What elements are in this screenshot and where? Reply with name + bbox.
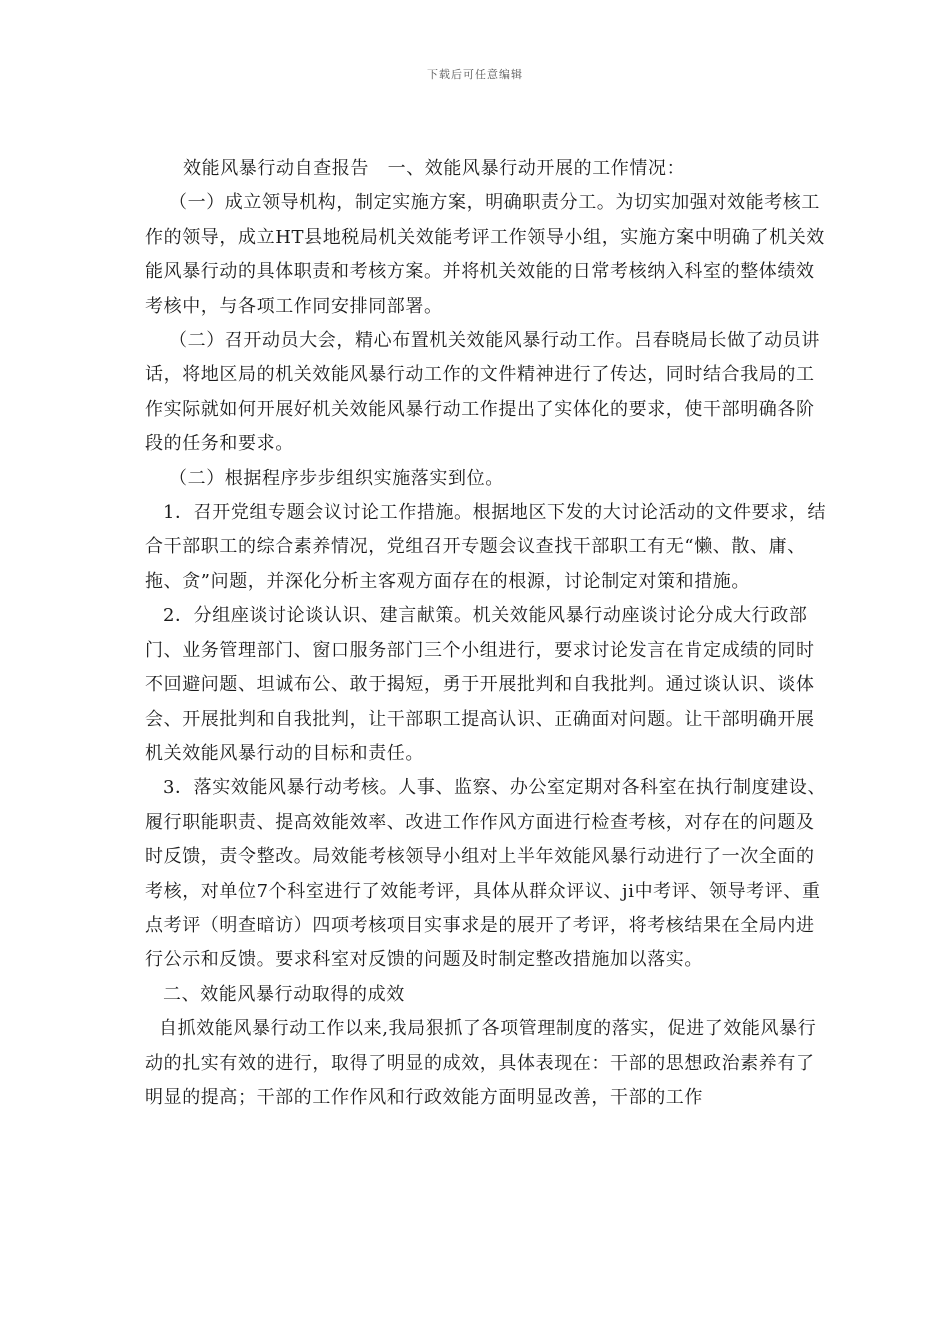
paragraph-2: （二）召开动员大会，精心布置机关效能风暴行动工作。吕春晓局长做了动员讲话，将地区局的机关效能风暴行动工作的文件精神进行了传达，同时结合我局的工作实际就如何开展好机关效能风暴行动工作提出了实体化的要求，使干部明确各阶段的任务和要求。 [145,330,820,455]
document-title-line: 效能风暴行动自查报告 一、效能风暴行动开展的工作情况： [183,158,686,179]
paragraph-7: 自抓效能风暴行动工作以来,我局狠抓了各项管理制度的落实，促进了效能风暴行动的扎实有效的进行，取得了明显的成效，具体表现在：干部的思想政治素养有了明显的提高；干部的工作作风和行政效能方面明显改善，干部的工作 [145,1018,817,1108]
paragraph-3: （二）根据程序步步组织实施落实到位。 [169,467,504,489]
paragraph-1: （一）成立领导机构，制定实施方案，明确职责分工。为切实加强对效能考核工作的领导，成立HT县地税局机关效能考评工作领导小组，实施方案中明确了机关效能风暴行动的具体职责和考核方案。并将机关效能的日常考核纳入科室的整体绩效考核中，与各项工作同安排同部署。 [145,192,825,317]
header-note: 下载后可任意编辑 [427,68,523,81]
section-heading-2: 二、效能风暴行动取得的成效 [163,983,405,1005]
paragraph-6: 3．落实效能风暴行动考核。人事、监察、办公室定期对各科室在执行制度建设、履行职能职责、提高效能效率、改进工作作风方面进行检查考核，对存在的问题及时反馈，责令整改。局效能考核领导小组对上半年效能风暴行动进行了一次全面的考核，对单位7个科室进行了效能考评，具体从群众评议、ji中考评、领导考评、重点考评（明查暗访）四项考核项目实事求是的展开了考评，将考核结果在全局内进行公示和反馈。要求科室对反馈的问题及时制定整改措施加以落实。 [145,777,827,971]
document-body [145,152,833,1115]
paragraph-4: 1．召开党组专题会议讨论工作措施。根据地区下发的大讨论活动的文件要求，结合干部职工的综合素养情况，党组召开专题会议查找干部职工有无“懒、散、庸、拖、贪”问题，并深化分析主客观方面存在的根源，讨论制定对策和措施。 [145,502,827,592]
paragraph-5: 2．分组座谈讨论谈认识、建言献策。机关效能风暴行动座谈讨论分成大行政部门、业务管理部门、窗口服务部门三个小组进行，要求讨论发言在肯定成绩的同时不回避问题、坦诚布公、敢于揭短，勇于开展批判和自我批判。通过谈认识、谈体会、开展批判和自我批判，让干部职工提高认识、正确面对问题。让干部明确开展机关效能风暴行动的目标和责任。 [145,605,815,764]
